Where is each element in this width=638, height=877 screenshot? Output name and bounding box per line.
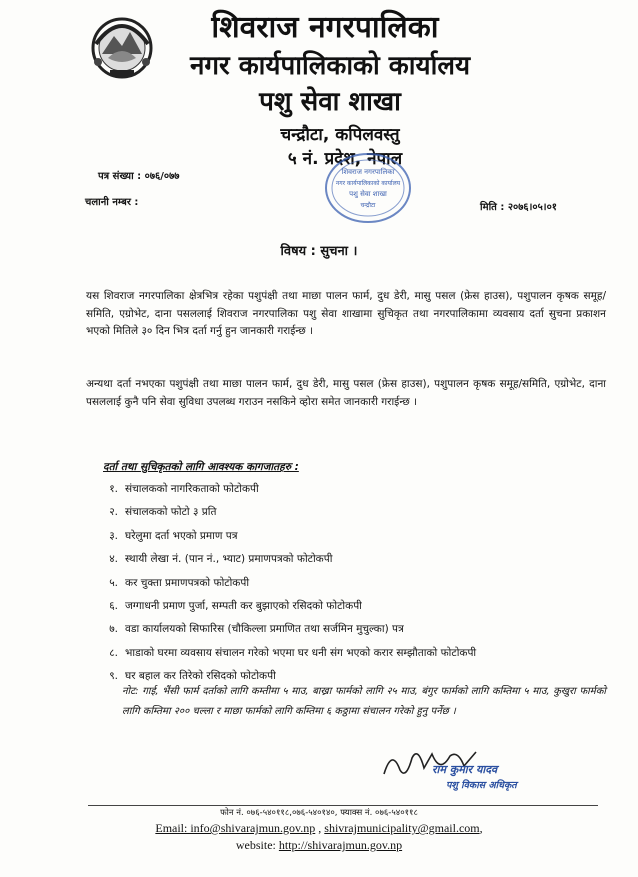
list-item-text: भाडाको घरमा व्यवसाय संचालन गरेको भएमा घर धनी संग भएको करार सम्झौताको फोटोकपी [125,646,477,659]
list-item-text: कर चुक्ता प्रमाणपत्रको फोटोकपी [125,576,250,589]
list-item-number: १. [109,483,118,495]
list-item [98,502,618,525]
list-item [98,619,618,642]
list-item-number: ६. [109,599,118,612]
list-item-text: घरेलुमा दर्ता भएको प्रमाण पत्र [125,529,238,542]
list-item-text: स्थायी लेखा नं. (पान नं., भ्याट) प्रमाणपत्रको फोटोकपी [125,553,333,566]
website-label: website: [235,838,279,852]
footer-emails [0,821,638,836]
office-name: नगर कार्यपालिकाको कार्यालय [189,51,471,81]
list-item-text: वडा कार्यालयको सिफारिस (चौकिल्ला प्रमाणित तथा सर्जमिन मुचुल्का) पत्र [125,623,404,636]
email-link-1[interactable]: Email: info@shivarajmun.gov.np [155,821,316,835]
municipality-name: शिवराज नगरपालिका [211,10,439,45]
subject-heading: विषय : सुचना । [280,244,358,259]
list-item-text: संचालकको फोटो ३ प्रति [125,506,217,519]
list-item-text: घर बहाल कर तिरेको रसिदको फोटोकपी [125,670,276,683]
list-item [98,573,618,596]
list-item-number: ७. [109,623,118,636]
list-item [98,549,618,572]
list-item-number: ४. [109,553,118,566]
footer-divider [88,805,598,806]
list-item-number: ९. [109,670,118,683]
body-paragraph-1: यस शिवराज नगरपालिका क्षेत्रभित्र रहेका पशुपंक्षी तथा माछा पालन फार्म, दुध डेरी, मासु पसल (फ्रेस हाउस), पशुपालन कृषक समूह/समिति, एग्रोभेट, दाना पसललाई शिवराज नगरपालिका पशु सेवा शाखामा सुचिकृत तथा नगरपालिकामा व्यवसाय दर्ता सुचना प्रकाशन भएको मितिले ३० दिन भित्र दर्ता गर्नु हुन जानकारी गराईन्छ । [86,290,606,337]
footer-website [0,838,638,853]
email-end: , [479,821,483,835]
stamp-line-1: शिवराज नगरपालिका [341,168,395,176]
signer-title: पशु विकास अधिकृत [446,780,517,791]
list-item-text: जग्गाधनी प्रमाण पुर्जा, सम्पती कर बुझाएको रसिदको फोटोकपी [125,599,362,612]
stamp-line-4: चन्द्रौटा [360,202,376,209]
list-item-number: ५. [109,576,118,589]
footer-phone: फोन नं. ०७६-५४०११८,०७६-५४०१४०, फ्याक्स नं. ०७६-५४०११८ [220,808,418,818]
list-item [98,526,618,549]
list-item [98,479,618,502]
dispatch-number: चलानी नम्बर : [85,197,139,208]
signer-name: राम कुमार यादव [432,763,498,776]
section-name: पशु सेवा शाखा [259,87,401,117]
email-separator: , [315,821,325,835]
documents-heading: दर्ता तथा सुचिकृतको लागि आवश्यक कागजातहरु : [103,461,299,473]
required-documents-list [98,479,618,690]
website-link[interactable]: http://shivarajmun.gov.np [278,838,403,852]
body-paragraph-2: अन्यथा दर्ता नभएका पशुपंक्षी तथा माछा पालन फार्म, दुध डेरी, मासु पसल (फ्रेस हाउस), पशुपालन कृषक समूह/समिति, एग्रोभेट, दाना पसललाई कुनै पनि सेवा सुविधा उपलब्ध गराउन नसकिने व्होरा समेत जानकारी गराईन्छ । [86,378,606,408]
letter-number: पत्र संख्या : ०७६/०७७ [98,171,180,182]
email-link-2[interactable]: shivrajmunicipality@gmail.com [324,821,480,835]
address: चन्द्रौटा, कपिलवस्तु [280,125,400,145]
nepal-emblem-icon [88,14,156,80]
office-stamp [322,148,414,228]
list-item [98,643,618,666]
province: ५ नं. प्रदेश, नेपाल [287,149,403,169]
stamp-line-2: नगर कार्यपालिकाको कार्यालय [335,180,401,187]
note-text: नोट: गाई, भैंसी फार्म दर्ताको लागि कम्तीमा ५ माउ, बाख्रा फार्मको लागि २५ माउ, बंगुर फार्मको लागि कम्तिमा ५ माउ, कुखुरा फार्मको लागि कम्तिमा २०० चल्ला र माछा फार्मको लागि कम्तिमा ६ कठ्ठामा संचालन गरेको हुनु पर्नेछ । [122,686,606,717]
list-item [98,596,618,619]
list-item-number: २. [109,506,118,519]
list-item-text: संचालकको नागरिकताको फोटोकपी [125,483,259,495]
list-item-number: ३. [109,529,118,542]
stamp-line-3: पशु सेवा शाखा [349,190,387,198]
letter-date: मिति : २०७६।०५।०१ [480,202,558,213]
list-item-number: ८. [109,646,118,659]
